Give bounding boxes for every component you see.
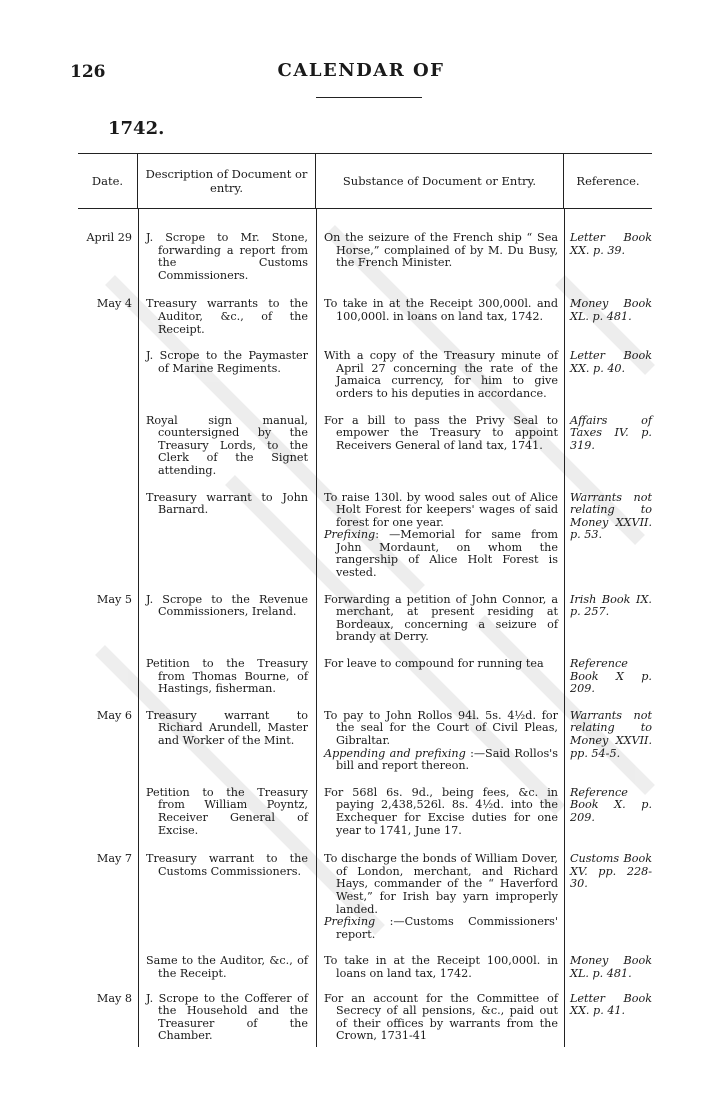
cell-substance: For an account for the Committee of Secrecy of all pensions, &c., paid out of their offices by warrants from the Crown, 1731-41 (324, 991, 558, 1043)
cell-date (78, 492, 138, 580)
cell-reference: Money Book XL. p. 481. (570, 954, 652, 980)
cell-substance: On the seizure of the French ship “ Sea Horse,” complained of by M. Du Busy, the French Minister. (324, 231, 558, 270)
calendar-table (78, 153, 652, 1047)
table-row (78, 584, 652, 648)
column-header-date: Date. (78, 154, 138, 208)
cell-substance: To pay to John Rollos 94l. 5s. 4½d. for the seal for the Court of Civil Pleas, Gibraltar. (324, 708, 558, 747)
page-number: 126 (70, 62, 106, 82)
column-header-description: Description of Document or entry. (138, 154, 316, 208)
cell-date (78, 658, 138, 696)
cell-description: Petition to the Treasury from Thomas Bourne, of Hastings, fisherman. (146, 657, 308, 696)
cell-date (78, 955, 138, 980)
column-header-reference: Reference. (576, 174, 640, 188)
cell-date: May 4 (96, 297, 132, 311)
cell-substance: To raise 130l. by wood sales out of Alice Holt Forest for keepers' wages of said forest for one year. (324, 490, 558, 529)
table-body (78, 209, 652, 1047)
cell-date (78, 415, 138, 478)
cell-substance: For a bill to pass the Privy Seal to empower the Treasury to appoint Receivers General of land tax, 1741. (324, 413, 558, 452)
cell-reference: Reference Book X. p. 209. (570, 785, 652, 824)
cell-reference: Letter Book XX. p. 40. (570, 349, 652, 375)
running-head: CALENDAR OF (277, 60, 445, 81)
cell-reference: Reference Book X p. 209. (570, 657, 652, 696)
cell-reference: Warrants not relating to Money XXVII. p. 53. (570, 490, 652, 542)
cell-reference: Letter Book XX. p. 41. (570, 991, 652, 1018)
cell-description: J. Scrope to the Revenue Commissioners, Ireland. (146, 592, 308, 619)
year-heading: 1742. (108, 118, 165, 139)
cell-date: April 29 (86, 231, 132, 244)
table-header (78, 154, 652, 209)
cell-date (78, 350, 138, 400)
cell-substance: For leave to compound for running tea (324, 657, 544, 671)
table-row (78, 700, 652, 777)
cell-substance: With a copy of the Treasury minute of April 27 concerning the rate of the Jamaica currency, for him to give orders to his deputies in accordance. (324, 349, 558, 400)
table-row (78, 340, 652, 404)
cell-description: Same to the Auditor, &c., of the Receipt. (146, 954, 308, 980)
cell-reference: Letter Book XX. p. 39. (570, 231, 652, 257)
cell-date: May 7 (96, 852, 132, 866)
table-row (78, 209, 652, 286)
cell-description: J. Scrope to Mr. Stone, forwarding a report from the Customs Commissioners. (146, 231, 308, 282)
table-row (78, 985, 652, 1047)
cell-substance: To take in at the Receipt 100,000l. in loans on land tax, 1742. (324, 954, 558, 980)
cell-date: May 5 (96, 592, 132, 606)
cell-substance: To discharge the bonds of William Dover, of London, merchant, and Richard Hays, commander of the “ Haverford West,” for Irish bay yarn improperly landed. (324, 852, 558, 916)
cell-substance: To take in at the Receipt 300,000l. and 100,000l. in loans on land tax, 1742. (324, 297, 558, 323)
cell-date: May 6 (96, 708, 132, 722)
cell-description: Treasury warrants to the Auditor, &c., of the Receipt. (146, 297, 308, 336)
table-row (78, 405, 652, 482)
cell-description: Treasury warrant to Richard Arundell, Master and Worker of the Mint. (146, 708, 308, 747)
cell-substance-note: Appending and prefixing :—Said Rollos's bill and report thereon. (324, 746, 558, 773)
cell-substance-note: Prefixing: —Memorial for same from John Mordaunt, on whom the rangership of Alice Holt Forest is vested. (324, 528, 558, 580)
cell-date: May 8 (96, 991, 132, 1005)
cell-description: J. Scrope to the Cofferer of the Household and the Treasurer of the Chamber. (146, 991, 308, 1043)
cell-substance-note: Prefixing :—Customs Commissioners' report. (324, 915, 558, 941)
cell-substance: Forwarding a petition of John Connor, a merchant, at present residing at Bordeaux, concerning a seizure of brandy at Derry. (324, 592, 558, 644)
header-rule (316, 97, 422, 98)
cell-substance: For 568l 6s. 9d., being fees, &c. in paying 2,438,526l. 8s. 4½d. into the Exchequer for Excise duties for one year to 1741, June 17. (324, 785, 558, 837)
table-row (78, 482, 652, 584)
cell-reference: Money Book XL. p. 481. (570, 297, 652, 323)
cell-reference: Affairs of Taxes IV. p. 319. (570, 413, 652, 452)
cell-reference: Warrants not relating to Money XXVII. pp. 54-5. (570, 708, 652, 760)
cell-reference: Irish Book IX. p. 257. (570, 592, 652, 619)
cell-description: Treasury warrant to John Barnard. (146, 490, 308, 517)
cell-date (78, 787, 138, 837)
table-row (78, 841, 652, 945)
cell-description: Royal sign manual, countersigned by the Treasury Lords, to the Clerk of the Signet attending. (146, 413, 308, 477)
cell-description: J. Scrope to the Paymaster of Marine Regiments. (146, 349, 308, 375)
column-header-substance: Substance of Document or Entry. (316, 154, 564, 208)
table-row (78, 945, 652, 984)
table-row (78, 777, 652, 841)
table-row (78, 286, 652, 340)
table-row (78, 648, 652, 700)
cell-description: Petition to the Treasury from William Poyntz, Receiver General of Excise. (146, 785, 308, 837)
cell-reference: Customs Book XV. pp. 228-30. (570, 852, 652, 891)
cell-description: Treasury warrant to the Customs Commissioners. (146, 852, 308, 878)
